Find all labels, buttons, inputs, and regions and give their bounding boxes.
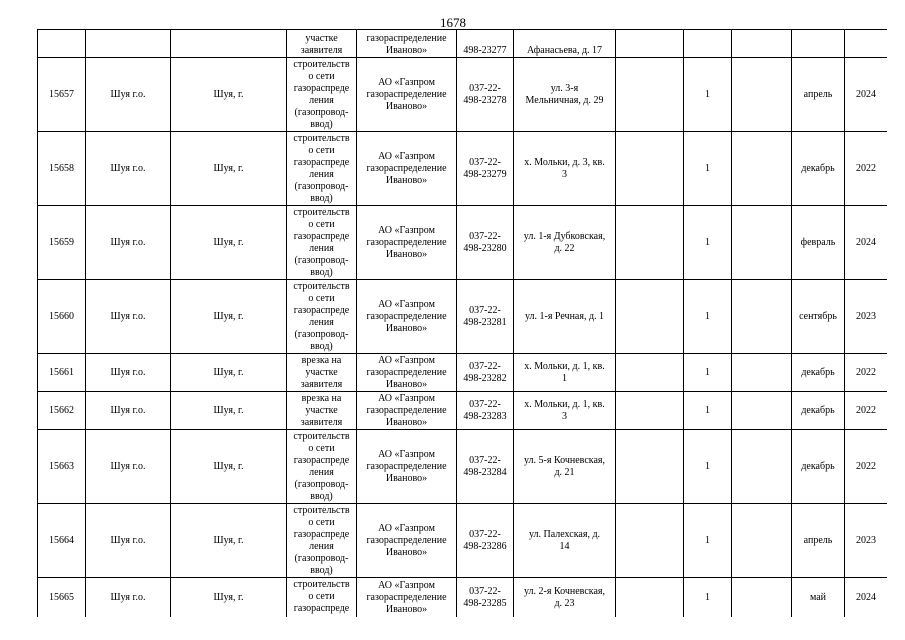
cell-locality: Шуя, г. [171,206,287,280]
cell-purpose: строительств о сети газораспреде ления (газопровод- ввод) [287,280,357,354]
cell-code: 037-22- 498-23286 [457,504,514,578]
cell-address: ул. 2-я Кочневская, д. 23 [514,578,616,618]
cell-month: февраль [792,206,845,280]
cell-empty [732,578,792,618]
cell-num: 15658 [38,132,86,206]
cell-address: х. Мольки, д. 1, кв. 3 [514,392,616,430]
cell-empty-2 [732,30,792,58]
table-row [38,280,888,354]
cell-month [792,30,845,58]
cell-purpose: врезка на участке заявителя [287,392,357,430]
table-row [38,392,888,430]
cell-district [86,30,171,58]
cell-num: 15663 [38,430,86,504]
page-number: 1678 [440,15,466,30]
cell-code: 498-23277 [457,30,514,58]
cell-code: 037-22- 498-23278 [457,58,514,132]
cell-district: Шуя г.о. [86,578,171,618]
cell-purpose: строительств о сети газораспреде ления (газопровод- ввод) [287,504,357,578]
cell-gdo: АО «Газпром газораспределение Иваново» [357,280,457,354]
cell-blank [616,392,684,430]
cell-district: Шуя г.о. [86,392,171,430]
cell-count: 1 [684,354,732,392]
table-row [38,354,888,392]
cell-num [38,30,86,58]
cell-code: 037-22- 498-23284 [457,430,514,504]
cell-gdo: АО «Газпром газораспределение Иваново» [357,206,457,280]
cell-locality: Шуя, г. [171,430,287,504]
table-row [38,132,888,206]
cell-blank [616,206,684,280]
cell-count: 1 [684,504,732,578]
cell-locality: Шуя, г. [171,280,287,354]
cell-count: 1 [684,206,732,280]
cell-num: 15661 [38,354,86,392]
cell-locality: Шуя, г. [171,132,287,206]
cell-year: 2022 [845,354,888,392]
cell-month: май [792,578,845,618]
cell-locality: Шуя, г. [171,504,287,578]
cell-district: Шуя г.о. [86,504,171,578]
cell-empty [732,354,792,392]
cell-month: декабрь [792,430,845,504]
cell-district: Шуя г.о. [86,280,171,354]
cell-num: 15665 [38,578,86,618]
cell-empty [616,30,684,58]
table-row [38,504,888,578]
cell-gdo: АО «Газпром газораспределение Иваново» [357,392,457,430]
cell-blank [616,280,684,354]
cell-count: 1 [684,578,732,618]
cell-purpose: строительств о сети газораспреде ления (газопровод- ввод) [287,58,357,132]
cell-count: 1 [684,392,732,430]
cell-gdo: АО «Газпром газораспределение Иваново» [357,58,457,132]
cell-locality: Шуя, г. [171,58,287,132]
cell-month: декабрь [792,354,845,392]
cell-locality [171,30,287,58]
cell-year: 2022 [845,430,888,504]
cell-year: 2024 [845,58,888,132]
table-row [38,206,888,280]
cell-purpose: строительств о сети газораспреде ления (газопровод- ввод) [287,206,357,280]
cell-purpose: участке заявителя [287,30,357,58]
table-row [38,58,888,132]
cell-month: апрель [792,58,845,132]
cell-address: ул. 5-я Кочневская, д. 21 [514,430,616,504]
cell-month: апрель [792,504,845,578]
cell-purpose: строительств о сети газораспреде [287,578,357,618]
cell-box [684,30,732,58]
cell-empty [732,392,792,430]
cell-address: х. Мольки, д. 1, кв. 1 [514,354,616,392]
cell-locality: Шуя, г. [171,578,287,618]
cell-address: ул. 1-я Речная, д. 1 [514,280,616,354]
cell-district: Шуя г.о. [86,58,171,132]
cell-count: 1 [684,430,732,504]
cell-year: 2023 [845,504,888,578]
cell-code: 037-22- 498-23283 [457,392,514,430]
cell-empty [732,280,792,354]
cell-empty [732,504,792,578]
cell-district: Шуя г.о. [86,206,171,280]
cell-gdo: газораспределение Иваново» [357,30,457,58]
table-row-continued [38,30,888,58]
cell-month: декабрь [792,392,845,430]
cell-address: Афанасьева, д. 17 [514,30,616,58]
cell-gdo: АО «Газпром газораспределение Иваново» [357,430,457,504]
cell-gdo: АО «Газпром газораспределение Иваново» [357,132,457,206]
cell-blank [616,504,684,578]
cell-code: 037-22- 498-23285 [457,578,514,618]
cell-num: 15664 [38,504,86,578]
cell-purpose: врезка на участке заявителя [287,354,357,392]
cell-purpose: строительств о сети газораспреде ления (газопровод- ввод) [287,132,357,206]
cell-num: 15657 [38,58,86,132]
registry-table [37,29,887,617]
cell-empty [732,132,792,206]
cell-code: 037-22- 498-23282 [457,354,514,392]
cell-num: 15662 [38,392,86,430]
cell-address: ул. 3-я Мельничная, д. 29 [514,58,616,132]
cell-district: Шуя г.о. [86,430,171,504]
cell-month: сентябрь [792,280,845,354]
cell-count: 1 [684,58,732,132]
cell-gdo: АО «Газпром газораспределение Иваново» [357,578,457,618]
cell-code: 037-22- 498-23280 [457,206,514,280]
cell-locality: Шуя, г. [171,392,287,430]
cell-num: 15660 [38,280,86,354]
cell-month: декабрь [792,132,845,206]
cell-year: 2022 [845,392,888,430]
cell-blank [616,354,684,392]
cell-purpose: строительств о сети газораспреде ления (газопровод- ввод) [287,430,357,504]
cell-blank [616,578,684,618]
cell-year: 2024 [845,206,888,280]
cell-count: 1 [684,132,732,206]
cell-gdo: АО «Газпром газораспределение Иваново» [357,504,457,578]
cell-address: ул. Палехская, д. 14 [514,504,616,578]
cell-year [845,30,888,58]
cell-blank [616,430,684,504]
cell-empty [732,206,792,280]
cell-count: 1 [684,280,732,354]
cell-num: 15659 [38,206,86,280]
cell-address: ул. 1-я Дубковская, д. 22 [514,206,616,280]
table-row [38,578,888,618]
cell-empty [732,430,792,504]
cell-district: Шуя г.о. [86,132,171,206]
table-body [38,30,888,618]
cell-district: Шуя г.о. [86,354,171,392]
cell-year: 2023 [845,280,888,354]
cell-code: 037-22- 498-23281 [457,280,514,354]
cell-empty [732,58,792,132]
table-row [38,430,888,504]
cell-blank [616,58,684,132]
cell-gdo: АО «Газпром газораспределение Иваново» [357,354,457,392]
cell-address: х. Мольки, д. 3, кв. 3 [514,132,616,206]
registry-table-wrapper [37,29,887,617]
cell-code: 037-22- 498-23279 [457,132,514,206]
cell-blank [616,132,684,206]
cell-year: 2022 [845,132,888,206]
cell-year: 2024 [845,578,888,618]
cell-locality: Шуя, г. [171,354,287,392]
